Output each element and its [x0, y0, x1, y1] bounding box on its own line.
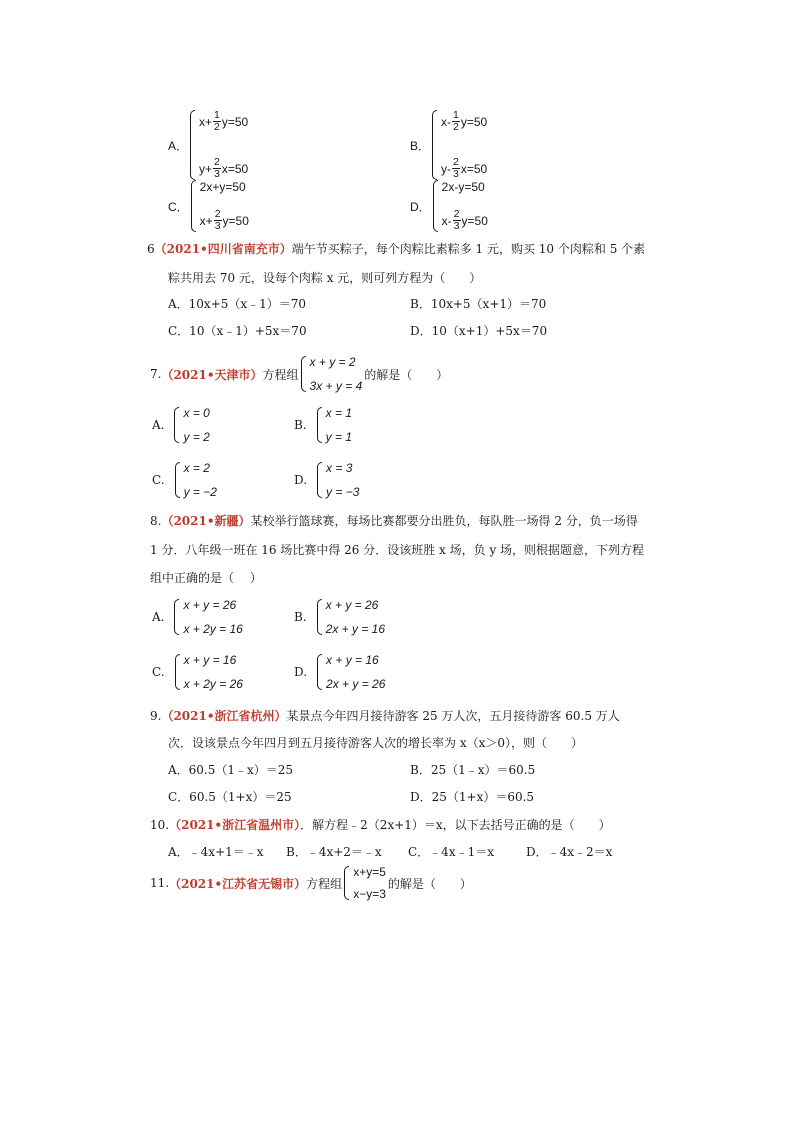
q9-option-c[interactable]: C．60.5（1+x）＝25: [168, 790, 292, 804]
frac-num: 1: [214, 109, 220, 121]
stem-text: 某校举行篮球赛，每场比赛都要分出胜负，每队胜一场得 2 分，负一场得: [250, 514, 638, 528]
frac-num: 2: [453, 156, 459, 168]
eq-post: y=50: [222, 213, 249, 228]
question-number: 9.: [150, 709, 162, 723]
stem-post: 的解是（ ）: [387, 876, 472, 891]
source-tag: （2021•天津市）: [161, 367, 263, 382]
q11-stem: [150, 865, 472, 901]
eq-text: 2x-y=50: [441, 180, 485, 194]
brace-icon: [344, 866, 349, 900]
q8-stem-line2: 1 分．八年级一班在 16 场比赛中得 26 分．设该班胜 x 场，负 y 场，则根据题意，下列方程: [150, 543, 645, 557]
brace-icon: [317, 599, 322, 635]
system-row: x + y = 2: [309, 355, 356, 369]
frac-num: 2: [453, 208, 460, 220]
brace-icon: [317, 407, 322, 443]
eq-pre: y-: [441, 161, 452, 176]
stem-text: 某景点今年四月接待游客 25 万人次，五月接待游客 60.5 万人: [286, 709, 620, 723]
stem-post: 的解是（ ）: [364, 367, 449, 382]
brace-icon: [317, 462, 322, 498]
q7-option-a[interactable]: [152, 406, 210, 444]
eq-pre: x-: [441, 213, 452, 228]
system-row: x + y = 26: [325, 598, 379, 612]
stem-pre: 方程组: [306, 876, 343, 891]
q5-option-b-label: B．: [410, 138, 431, 153]
brace-icon: [433, 180, 438, 232]
option-label: A.: [152, 418, 165, 432]
eq-pre: x+: [199, 114, 213, 129]
question-number: 10.: [150, 818, 170, 832]
system-row: x = 1: [325, 406, 352, 420]
q9-option-d[interactable]: D．25（1+x）＝60.5: [410, 790, 535, 804]
q5-option-c[interactable]: [168, 180, 249, 232]
eq-post: x=50: [460, 161, 488, 176]
system-row: y = 2: [183, 430, 210, 444]
stem-pre: 方程组: [262, 367, 299, 382]
system-row: 3x + y = 4: [309, 379, 363, 393]
eq-pre: x+: [199, 213, 213, 228]
option-label: D.: [294, 473, 308, 487]
q5-option-a[interactable]: [168, 110, 248, 180]
brace-icon: [175, 654, 180, 690]
q8-option-a[interactable]: [152, 598, 243, 636]
system-row: x = 0: [183, 406, 210, 420]
system-row: x + y = 16: [326, 653, 379, 667]
system-row: x+y=5: [353, 865, 386, 879]
q6-stem-line2: 粽共用去 70 元，设每个肉粽 x 元，则可列方程为（ ）: [168, 271, 482, 285]
q7-stem: [150, 355, 448, 393]
frac-den: 3: [453, 168, 459, 180]
eq-post: y=50: [221, 114, 249, 129]
eq-pre: x-: [441, 114, 452, 129]
q5-option-d[interactable]: [410, 180, 488, 232]
frac-den: 2: [214, 121, 220, 133]
option-label: A.: [152, 610, 165, 624]
frac-num: 2: [214, 156, 220, 168]
q8-stem-line1: [150, 512, 638, 530]
source-tag: （2021•四川省南充市）: [154, 242, 292, 256]
q7-option-c[interactable]: [152, 461, 217, 499]
source-tag: （2021•新疆）: [161, 514, 251, 528]
system-row: 2x + y = 16: [325, 622, 386, 636]
q10-option-a[interactable]: A．﹣4x+1＝﹣x: [168, 845, 264, 859]
stem-text: 端午节买粽子，每个肉粽比素粽多 1 元，购买 10 个肉粽和 5 个素: [291, 242, 646, 256]
question-number: 11.: [150, 876, 170, 890]
system-row: 2x + y = 26: [326, 677, 386, 691]
stem-text: ．解方程﹣2（2x+1）＝x，以下去括号正确的是（ ）: [300, 818, 611, 832]
source-tag: （2021•浙江省杭州）: [161, 709, 287, 723]
brace-icon: [301, 356, 306, 392]
frac-den: 3: [453, 220, 460, 232]
q10-option-d[interactable]: D．﹣4x﹣2＝x: [526, 845, 613, 859]
system-row: x = 2: [183, 461, 210, 475]
eq-post: x=50: [221, 161, 249, 176]
q6-option-a[interactable]: A．10x+5（x﹣1）＝70: [168, 297, 307, 311]
source-tag: （2021•浙江省温州市）: [169, 818, 301, 832]
option-label: C.: [152, 665, 165, 679]
q5-option-d-label: D．: [410, 199, 431, 214]
eq-post: y=50: [460, 114, 488, 129]
system-row: y = −3: [326, 485, 360, 499]
frac-num: 2: [214, 208, 221, 220]
q10-stem: [150, 816, 611, 834]
q5-option-c-label: C．: [168, 199, 189, 214]
brace-icon: [174, 599, 179, 635]
brace-icon: [175, 462, 180, 498]
brace-icon: [174, 407, 179, 443]
brace-icon: [432, 110, 437, 180]
frac-den: 3: [214, 220, 221, 232]
q8-option-b[interactable]: [294, 598, 385, 636]
system-row: x = 3: [326, 461, 353, 475]
q7-option-b[interactable]: [294, 406, 352, 444]
source-tag: （2021•江苏省无锡市）: [169, 876, 307, 891]
q8-stem-line3: 组中正确的是（ ）: [150, 571, 262, 585]
q6-option-d[interactable]: D．10（x+1）+5x＝70: [410, 324, 548, 338]
q9-stem-line1: [150, 707, 620, 725]
q8-option-d[interactable]: [294, 653, 385, 691]
system-row: y = 1: [325, 430, 352, 444]
brace-icon: [317, 654, 322, 690]
q5-option-b[interactable]: [410, 110, 487, 180]
q9-option-b[interactable]: B．25（1﹣x）＝60.5: [410, 763, 536, 777]
question-number: 6: [147, 242, 155, 256]
q6-stem-line1: [147, 240, 645, 258]
system-row: x + y = 26: [183, 598, 237, 612]
q6-option-b[interactable]: B．10x+5（x+1）＝70: [410, 297, 547, 311]
q8-option-c[interactable]: [152, 653, 243, 691]
eq-text: 2x+y=50: [199, 180, 246, 194]
frac-den: 3: [214, 168, 220, 180]
option-label: B.: [294, 610, 307, 624]
system-row: y = −2: [183, 485, 217, 499]
eq-post: y=50: [461, 213, 488, 228]
frac-den: 2: [453, 121, 459, 133]
option-label: D.: [294, 665, 308, 679]
brace-icon: [191, 180, 196, 232]
system-row: x + 2y = 26: [183, 677, 243, 691]
eq-pre: y+: [199, 161, 213, 176]
option-label: C.: [152, 473, 165, 487]
q9-option-a[interactable]: A．60.5（1﹣x）＝25: [168, 763, 294, 777]
brace-icon: [190, 110, 195, 180]
question-number: 8.: [150, 514, 162, 528]
option-label: B.: [294, 418, 307, 432]
system-row: x−y=3: [353, 887, 386, 901]
system-row: x + 2y = 16: [183, 622, 243, 636]
q9-stem-line2: 次．设该景点今年四月到五月接待游客人次的增长率为 x（x＞0），则（ ）: [168, 736, 583, 750]
q5-option-a-label: A．: [168, 138, 189, 153]
frac-num: 1: [453, 109, 459, 121]
q10-option-c[interactable]: C．﹣4x﹣1＝x: [408, 845, 494, 859]
q6-option-c[interactable]: C．10（x﹣1）+5x＝70: [168, 324, 307, 338]
question-number: 7.: [150, 367, 162, 381]
q7-option-d[interactable]: [294, 461, 359, 499]
system-row: x + y = 16: [183, 653, 237, 667]
q10-option-b[interactable]: B．﹣4x+2＝﹣x: [286, 845, 382, 859]
